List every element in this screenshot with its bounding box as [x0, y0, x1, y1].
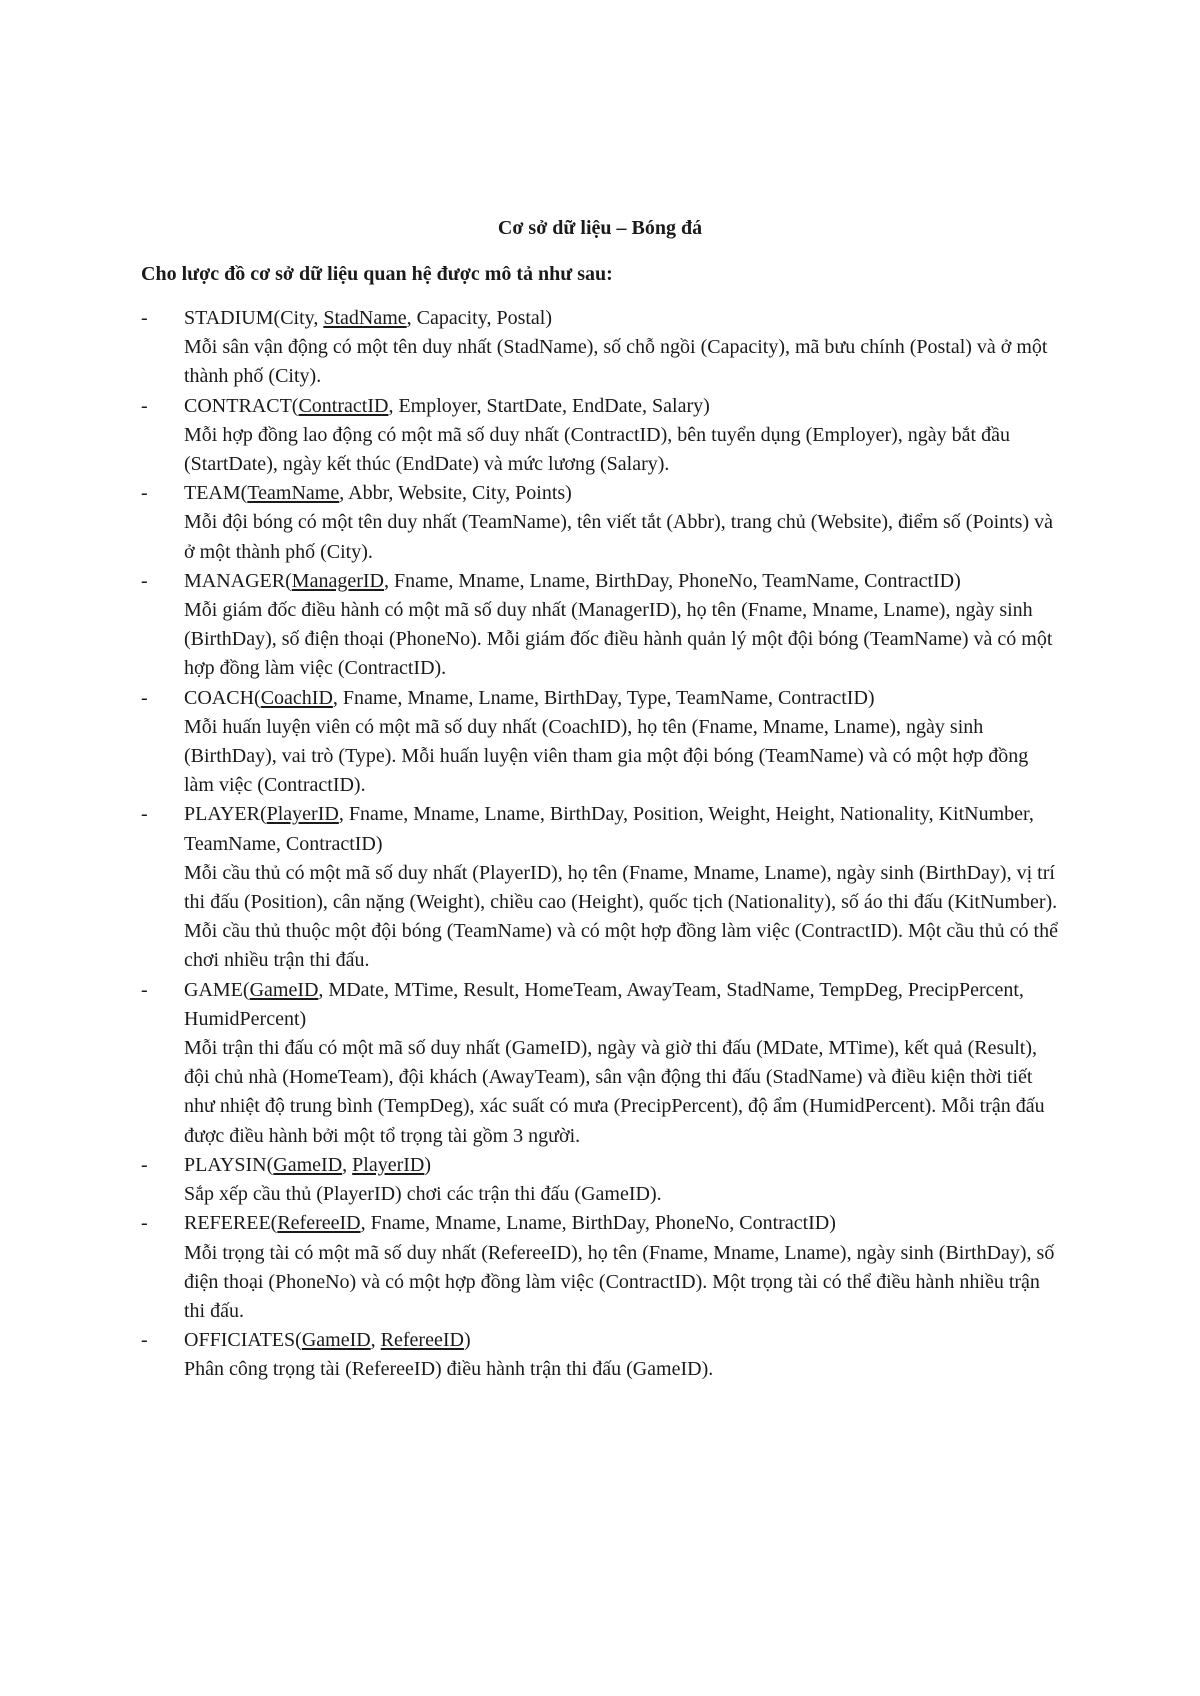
primary-key: TeamName [247, 482, 340, 505]
relation-name: GAME [184, 978, 243, 1001]
primary-key: CoachID [260, 686, 333, 709]
relation-attributes: , Fname, Mname, Lname, BirthDay, Position, Weight, Height, Nationality, KitNumber, TeamName, ContractID [184, 803, 1034, 855]
relation-attributes: , Capacity, Postal [406, 307, 546, 329]
relation-attributes: , MDate, MTime, Result, HomeTeam, AwayTeam, StadName, TempDeg, PrecipPercent, HumidPercent [184, 978, 1024, 1030]
relation-schema: STADIUM(City, StadName, Capacity, Postal) [184, 307, 553, 329]
relation-attributes: , Employer, StartDate, EndDate, Salary [388, 394, 704, 417]
primary-key: GameID [301, 1329, 371, 1352]
list-dash: - [141, 1212, 148, 1235]
list-dash: - [141, 1153, 148, 1176]
relation-name: REFEREE [184, 1212, 271, 1235]
relation-schema: GAME(GameID, MDate, MTime, Result, HomeTeam, AwayTeam, StadName, TempDeg, PrecipPercent, HumidPercent) [184, 978, 1024, 1030]
list-dash: - [141, 686, 148, 709]
primary-key: GameID [273, 1153, 343, 1176]
relation-name: PLAYSIN [184, 1153, 267, 1176]
relation-item [141, 1151, 1061, 1209]
list-dash: - [141, 482, 148, 505]
relation-item [141, 392, 1061, 480]
relation-item [141, 976, 1061, 1151]
page-title: Cơ sở dữ liệu – Bóng đá [497, 217, 703, 239]
relation-name: TEAM [184, 482, 241, 505]
relation-description: Mỗi hợp đồng lao động có một mã số duy nhất (ContractID), bên tuyển dụng (Employer), ngày bắt đầu (StartDate), ngày kết thúc (EndDate) và mức lương (Salary). [184, 423, 1010, 476]
list-dash: - [141, 803, 148, 826]
relation-description: Mỗi đội bóng có một tên duy nhất (TeamName), tên viết tắt (Abbr), trang chủ (Website), điểm số (Points) và ở một thành phố (City). [184, 511, 1054, 563]
relation-attributes: , Fname, Mname, Lname, BirthDay, PhoneNo, TeamName, ContractID [383, 569, 955, 592]
relation-description: Sắp xếp cầu thủ (PlayerID) chơi các trận thi đấu (GameID). [184, 1183, 662, 1206]
list-dash: - [141, 978, 148, 1001]
primary-key: PlayerID [266, 803, 339, 826]
list-dash: - [141, 1329, 148, 1352]
relation-attributes-before-key: City, [280, 307, 324, 329]
relation-attributes: , Fname, Mname, Lname, BirthDay, Type, TeamName, ContractID [332, 686, 868, 709]
relation-description: Mỗi cầu thủ có một mã số duy nhất (PlayerID), họ tên (Fname, Mname, Lname), ngày sinh (BirthDay), vị trí thi đấu (Position), cân nặng (Weight), chiều cao (Height), quốc tịch (Nationality), số áo thi đấu (KitNumber). Mỗi cầu thủ thuộc một đội bóng (TeamName) và có một hợp đồng làm việc (ContractID). Một cầu thủ có thể chơi nhiều trận thi đấu. [184, 861, 1058, 972]
primary-key: RefereeID [277, 1212, 361, 1235]
relation-schema: COACH(CoachID, Fname, Mname, Lname, BirthDay, Type, TeamName, ContractID) [184, 686, 875, 709]
primary-key: PlayerID [352, 1153, 425, 1176]
list-dash: - [141, 307, 148, 329]
relation-schema: REFEREE(RefereeID, Fname, Mname, Lname, BirthDay, PhoneNo, ContractID) [184, 1212, 836, 1235]
relation-list [141, 304, 1061, 1385]
relation-schema: MANAGER(ManagerID, Fname, Mname, Lname, BirthDay, PhoneNo, TeamName, ContractID) [184, 569, 961, 592]
relation-item [141, 800, 1061, 975]
relation-description: Mỗi giám đốc điều hành có một mã số duy nhất (ManagerID), họ tên (Fname, Mname, Lname), ngày sinh (BirthDay), số điện thoại (PhoneNo). Mỗi giám đốc điều hành quản lý một đội bóng (TeamName) và có một hợp đồng làm việc (ContractID). [184, 599, 1053, 680]
relation-name: MANAGER [184, 569, 286, 592]
relation-schema: OFFICIATES(GameID, RefereeID) [184, 1329, 471, 1352]
relation-description: Mỗi huấn luyện viên có một mã số duy nhất (CoachID), họ tên (Fname, Mname, Lname), ngày sinh (BirthDay), vai trò (Type). Mỗi huấn luyện viên tham gia một đội bóng (TeamName) và có một hợp đồng làm việc (ContractID). [184, 715, 1029, 797]
relation-item [141, 1326, 1061, 1384]
relation-item [141, 684, 1061, 801]
relation-schema: PLAYSIN(GameID, PlayerID) [184, 1153, 432, 1176]
relation-item [141, 479, 1061, 567]
primary-key: ManagerID [291, 569, 384, 592]
relation-description: Mỗi trọng tài có một mã số duy nhất (RefereeID), họ tên (Fname, Mname, Lname), ngày sinh (BirthDay), số điện thoại (PhoneNo) và có một hợp đồng làm việc (ContractID). Một trọng tài có thể điều hành nhiều trận thi đấu. [184, 1241, 1055, 1322]
relation-description: Mỗi trận thi đấu có một mã số duy nhất (GameID), ngày và giờ thi đấu (MDate, MTime), kết quả (Result), đội chủ nhà (HomeTeam), đội khách (AwayTeam), sân vận động thi đấu (StadName) và điều kiện thời tiết như nhiệt độ trung bình (TempDeg), xác suất có mưa (PrecipPercent), độ ẩm (HumidPercent). Mỗi trận đấu được điều hành bởi một tổ trọng tài gồm 3 người. [184, 1037, 1045, 1147]
relation-item [141, 567, 1061, 684]
relation-name: OFFICIATES [184, 1329, 296, 1352]
relation-description: Phân công trọng tài (RefereeID) điều hành trận thi đấu (GameID). [184, 1358, 714, 1381]
relation-schema: PLAYER(PlayerID, Fname, Mname, Lname, BirthDay, Position, Weight, Height, Nationality, KitNumber, TeamName, ContractID) [184, 803, 1034, 855]
primary-key: ContractID [298, 394, 389, 417]
relation-attributes: , Fname, Mname, Lname, BirthDay, PhoneNo, ContractID [360, 1212, 830, 1235]
relation-item [141, 1209, 1061, 1326]
relation-item [141, 304, 1061, 392]
list-dash: - [141, 394, 148, 417]
primary-key: GameID [249, 978, 319, 1001]
primary-key: RefereeID [380, 1329, 464, 1352]
primary-key: StadName [323, 307, 407, 329]
relation-description: Mỗi sân vận động có một tên duy nhất (StadName), số chỗ ngồi (Capacity), mã bưu chính (Postal) và ở một thành phố (City). [184, 336, 1048, 388]
intro-heading: Cho lược đồ cơ sở dữ liệu quan hệ được mô tả như sau: [141, 263, 613, 285]
relation-name: COACH [184, 686, 255, 709]
list-dash: - [141, 569, 148, 592]
relation-schema: TEAM(TeamName, Abbr, Website, City, Points) [184, 482, 572, 505]
relation-name: CONTRACT [184, 394, 292, 417]
relation-attributes: , Abbr, Website, City, Points [339, 482, 566, 505]
relation-name: STADIUM [184, 307, 274, 329]
relation-schema: CONTRACT(ContractID, Employer, StartDate, EndDate, Salary) [184, 394, 710, 417]
relation-name: PLAYER [184, 803, 260, 826]
